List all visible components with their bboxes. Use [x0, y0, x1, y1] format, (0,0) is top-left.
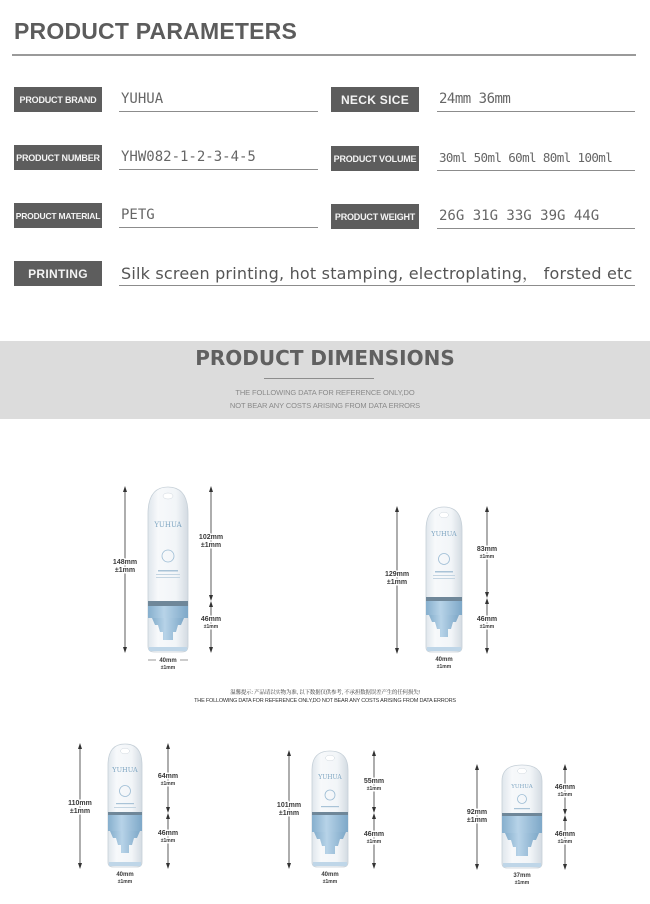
- label-product-volume: PRODUCT VOLUME: [331, 146, 419, 171]
- parameters-divider: [12, 54, 636, 56]
- value-printing: Silk screen printing, hot stamping, electroplating， forsted etc: [119, 260, 635, 286]
- svg-text:YUHUA: YUHUA: [112, 766, 138, 774]
- svg-text:46mm: 46mm: [157, 830, 179, 837]
- label-neck-size: NECK SICE: [331, 87, 419, 112]
- svg-text:±1mm: ±1mm: [200, 542, 222, 549]
- svg-text:129mm: 129mm: [384, 571, 410, 578]
- svg-text:YUHUA: YUHUA: [511, 784, 533, 790]
- svg-text:37mm: 37mm: [513, 873, 531, 879]
- value-product-brand: YUHUA: [119, 86, 318, 112]
- value-product-weight: 26G 31G 33G 39G 44G: [437, 203, 635, 229]
- svg-text:±1mm: ±1mm: [160, 665, 176, 671]
- svg-text:46mm: 46mm: [554, 831, 576, 838]
- svg-text:40mm: 40mm: [435, 657, 453, 663]
- label-product-number: PRODUCT NUMBER: [14, 145, 102, 170]
- svg-text:±1mm: ±1mm: [322, 879, 338, 885]
- value-product-material: PETG: [119, 202, 318, 228]
- bottle-brand-text: YUHUA: [154, 521, 182, 529]
- dimensions-title: PRODUCT DIMENSIONS: [195, 346, 455, 370]
- width-label: 40mm: [159, 658, 177, 664]
- svg-text:55mm: 55mm: [363, 778, 385, 785]
- svg-text:40mm: 40mm: [321, 872, 339, 878]
- upper-height-label: 102mm: [198, 534, 224, 541]
- svg-text:±1mm: ±1mm: [479, 624, 495, 630]
- svg-text:110mm: 110mm: [68, 800, 92, 807]
- svg-text:101mm: 101mm: [276, 802, 302, 809]
- mid-note-english: THE FOLLOWING DATA FOR REFERENCE ONLY,DO NOT BEAR ANY COSTS ARISING FROM DATA ERRORS: [194, 698, 456, 704]
- svg-text:±1mm: ±1mm: [160, 838, 176, 844]
- bottle-diagram-148mm: [108, 484, 238, 670]
- svg-text:64mm: 64mm: [157, 773, 179, 780]
- svg-text:±1mm: ±1mm: [436, 664, 452, 670]
- svg-text:YUHUA: YUHUA: [318, 774, 342, 781]
- label-product-material: PRODUCT MATERIAL: [14, 203, 102, 228]
- svg-text:±1mm: ±1mm: [366, 839, 382, 845]
- svg-text:±1mm: ±1mm: [160, 781, 176, 787]
- svg-text:±1mm: ±1mm: [69, 808, 91, 815]
- svg-text:±1mm: ±1mm: [203, 624, 219, 630]
- label-product-weight: PRODUCT WEIGHT: [331, 204, 419, 229]
- svg-text:46mm: 46mm: [363, 831, 385, 838]
- svg-text:±1mm: ±1mm: [114, 567, 136, 574]
- svg-text:46mm: 46mm: [554, 784, 576, 791]
- mid-note-chinese: 温馨提示: 产品请以实物为准, 以下数据仅供参考, 不承担数据误差产生的任何损失!: [230, 690, 420, 696]
- svg-text:±1mm: ±1mm: [479, 554, 495, 560]
- svg-text:40mm: 40mm: [116, 872, 134, 878]
- value-product-volume: 30ml 50ml 60ml 80ml 100ml: [437, 145, 635, 171]
- bottle-diagram-101mm: [266, 748, 396, 885]
- dimensions-divider: [264, 378, 374, 379]
- svg-text:83mm: 83mm: [476, 546, 498, 553]
- label-product-brand: PRODUCT BRAND: [14, 87, 102, 112]
- bottle-diagram-110mm: [64, 741, 188, 885]
- value-neck-size: 24mm 36mm: [437, 86, 635, 112]
- parameters-title: PRODUCT PARAMETERS: [14, 18, 298, 44]
- bottle-diagram-92mm: [460, 762, 585, 886]
- svg-text:±1mm: ±1mm: [557, 792, 573, 798]
- dimensions-note-line1: THE FOLLOWING DATA FOR REFERENCE ONLY,DO: [235, 388, 415, 397]
- bottle-body: [148, 487, 188, 652]
- svg-text:±1mm: ±1mm: [557, 839, 573, 845]
- svg-text:92mm: 92mm: [466, 809, 488, 816]
- label-printing: PRINTING: [14, 261, 102, 286]
- svg-text:±1mm: ±1mm: [386, 579, 408, 586]
- bottle-diagram-129mm: [386, 504, 506, 670]
- value-product-number: YHW082-1-2-3-4-5: [119, 144, 318, 170]
- svg-text:±1mm: ±1mm: [366, 786, 382, 792]
- svg-text:±1mm: ±1mm: [117, 879, 133, 885]
- dimensions-note-line2: NOT BEAR ANY COSTS ARISING FROM DATA ERRORS: [229, 401, 421, 410]
- total-height-label: 148mm: [112, 559, 138, 566]
- svg-text:±1mm: ±1mm: [278, 810, 300, 817]
- lower-height-label: 46mm: [200, 616, 222, 623]
- svg-text:±1mm: ±1mm: [466, 817, 488, 824]
- svg-text:YUHUA: YUHUA: [431, 530, 457, 538]
- svg-text:±1mm: ±1mm: [514, 880, 530, 886]
- svg-text:46mm: 46mm: [476, 616, 498, 623]
